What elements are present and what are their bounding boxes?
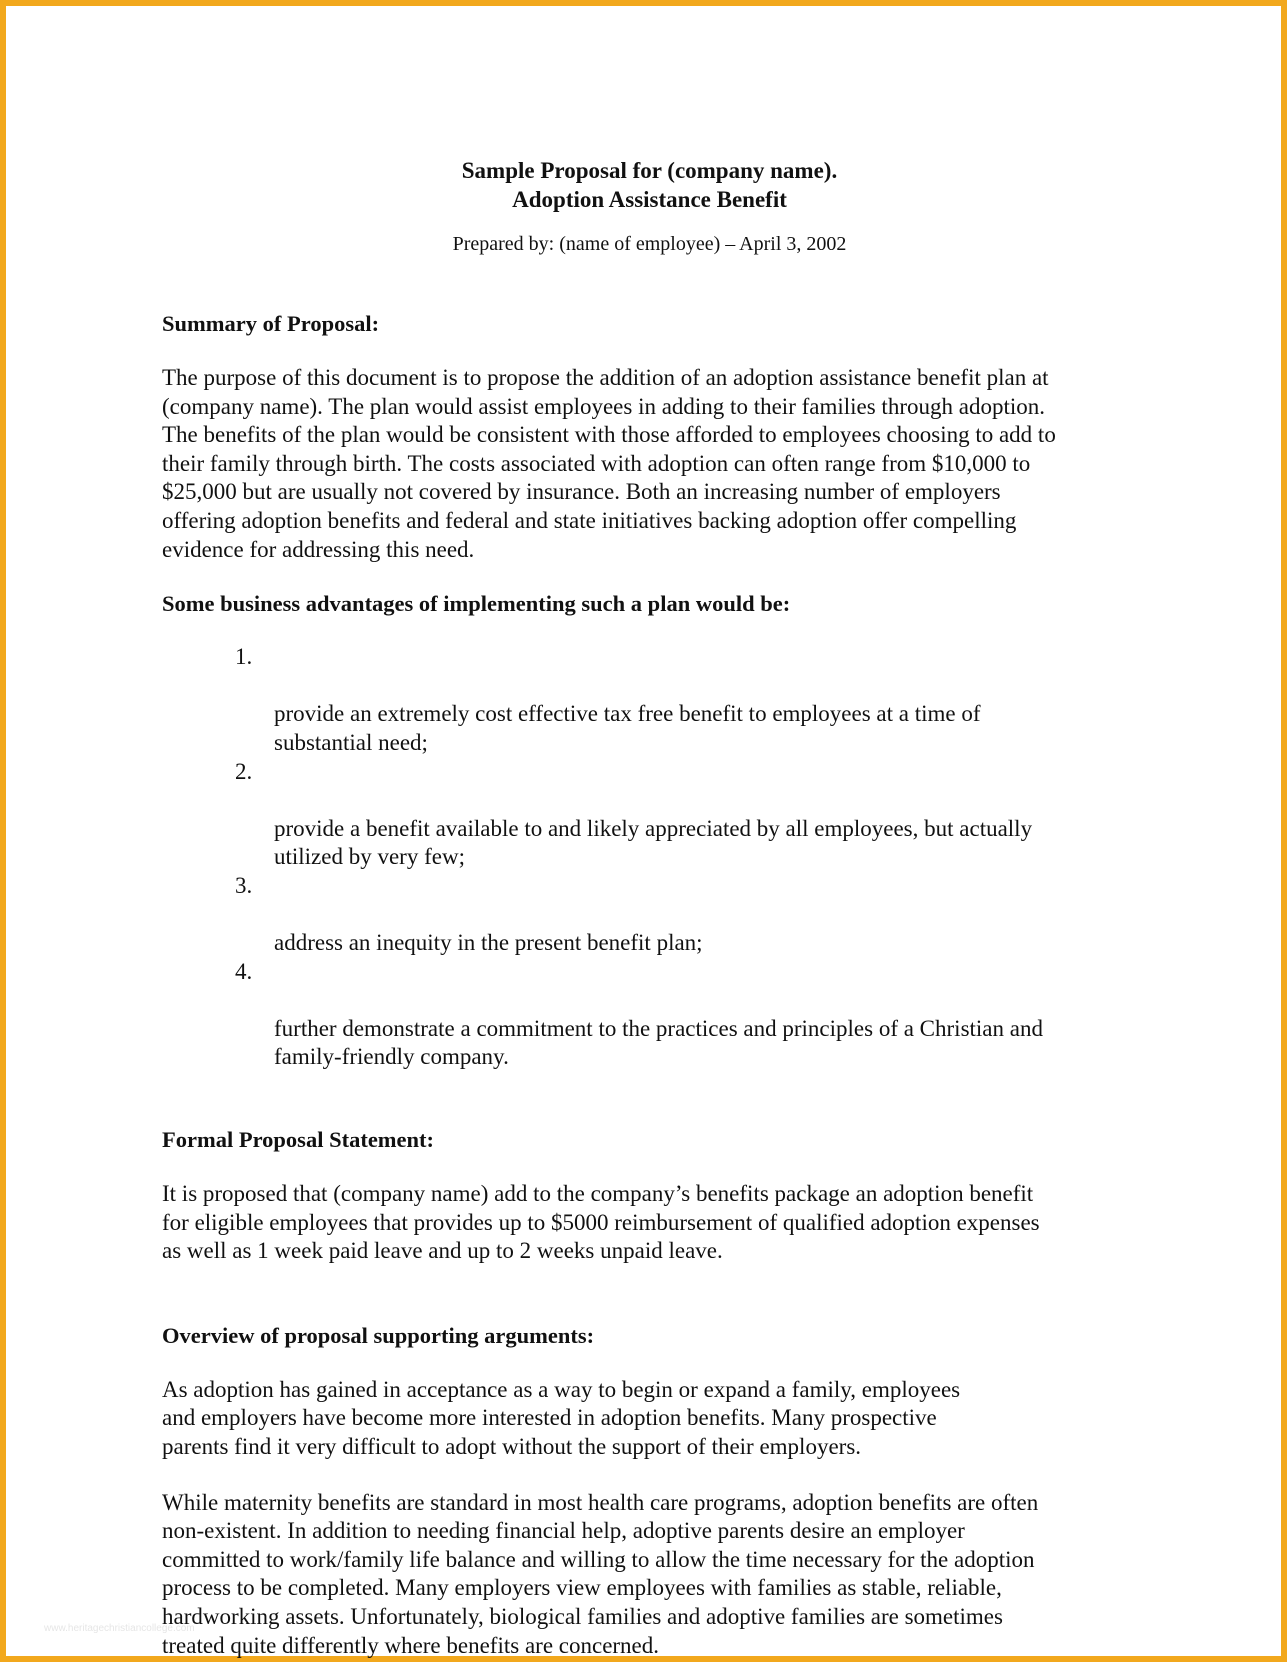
list-item-number: 2.: [235, 758, 253, 784]
list-item-number: 4.: [235, 958, 253, 984]
list-item-text: provide an extremely cost effective tax free benefit to employees at a time of substantial need;: [274, 701, 981, 755]
list-item-number: 3.: [235, 872, 253, 898]
list-item-text: further demonstrate a commitment to the practices and principles of a Christian and family-friendly company.: [274, 1015, 1043, 1070]
document-title: Sample Proposal for (company name).: [461, 158, 838, 183]
list-item: [162, 958, 1162, 1072]
list-item-text: address an inequity in the present benefit plan;: [274, 930, 703, 956]
formal-proposal-heading: Formal Proposal Statement:: [162, 1127, 435, 1153]
document-subtitle: Adoption Assistance Benefit: [512, 187, 787, 212]
prepared-by-line: Prepared by: (name of employee) – April 3, 2002: [452, 233, 847, 255]
list-item: [162, 872, 1162, 958]
list-item: [162, 758, 1162, 872]
overview-paragraph-1: As adoption has gained in acceptance as a way to begin or expand a family, employees and employers have become more interested in adoption benefits. Many prospective parents find it very difficult to adopt without the support of their employers.: [162, 1376, 961, 1460]
list-item-number: 1.: [235, 644, 253, 670]
document-header: [162, 156, 1137, 256]
advantages-heading: Some business advantages of implementing such a plan would be:: [162, 591, 791, 617]
summary-heading: Summary of Proposal:: [162, 311, 380, 336]
advantages-list: [162, 643, 1162, 1072]
list-item-text: provide a benefit available to and likely appreciated by all employees, but actually utilized by very few;: [274, 815, 1033, 870]
summary-paragraph: The purpose of this document is to propose the addition of an adoption assistance benefit plan at (company name). The plan would assist employees in adding to their families through adoption. The benefits of the plan would be consistent with those afforded to employees choosing to add to their family through birth. The costs associated with adoption can often range from $10,000 to $25,000 but are usually not covered by insurance. Both an increasing number of employers offering adoption benefits and federal and state initiatives backing adoption offer compelling evidence for addressing this need.: [162, 365, 1056, 562]
overview-paragraph-2: While maternity benefits are standard in most health care programs, adoption benefits are often non-existent. In addition to needing financial help, adoptive parents desire an employer committed to work/family life balance and willing to allow the time necessary for the adoption process to be completed. Many employers view employees with families as stable, reliable, hardworking assets. Unfortunately, biological families and adoptive families are sometimes treated quite differently where benefits are concerned.: [162, 1489, 1039, 1658]
list-item: [162, 643, 1162, 757]
overview-heading: Overview of proposal supporting arguments:: [162, 1322, 595, 1348]
formal-proposal-paragraph: It is proposed that (company name) add to the company’s benefits package an adoption benefit for eligible employees that provides up to $5000 reimbursement of qualified adoption expenses as well as 1 week paid leave and up to 2 weeks unpaid leave.: [162, 1181, 1040, 1264]
watermark-text: www.heritagechristiancollege.com: [44, 1623, 195, 1634]
document-page: [162, 156, 1162, 1660]
